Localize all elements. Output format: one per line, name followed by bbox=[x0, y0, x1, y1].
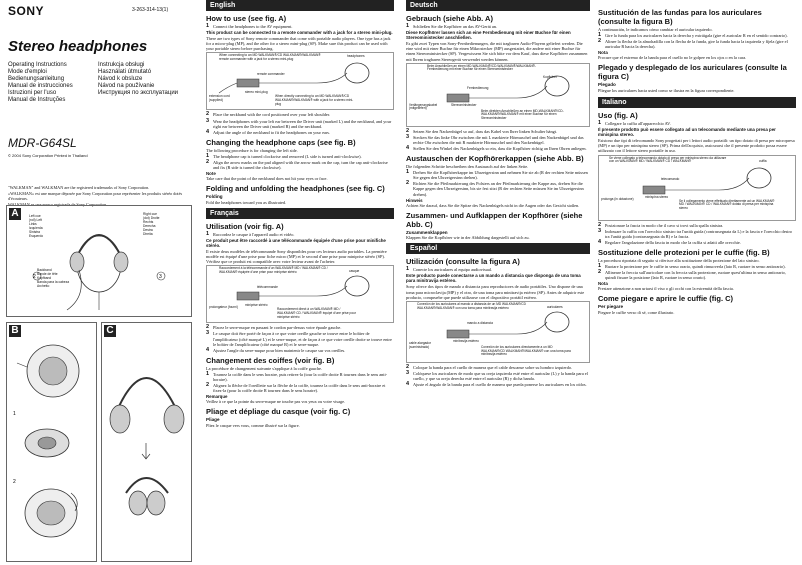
step bbox=[598, 39, 796, 49]
bold-paragraph: This product can be connected to a remote commander with a jack for a stereo mini-plug. bbox=[206, 30, 393, 36]
section-heading: Changement des coiffes (voir fig. B) bbox=[206, 355, 335, 365]
section-heading: Come piegare e aprire le cuffie (fig. C) bbox=[598, 294, 734, 304]
bold-paragraph: Il presente prodotto può essere collegato ad un telecomando mediante una presa per minispina stereo. bbox=[598, 127, 776, 138]
product-title: Stereo headphones bbox=[8, 38, 148, 55]
headphones-label: casque bbox=[349, 269, 360, 274]
note-heading: Nota bbox=[598, 281, 608, 287]
step-number: 4 bbox=[406, 144, 410, 151]
section-heading: Zusammen- und Aufklappen der Kopfhörer (siehe Abb. C) bbox=[406, 210, 583, 229]
cover-column bbox=[2, 0, 194, 565]
step bbox=[406, 129, 590, 134]
sub-heading: Per piegare bbox=[598, 304, 624, 310]
connection-diagram bbox=[406, 63, 590, 127]
section-heading: Gebrauch (siehe Abb. A) bbox=[406, 14, 493, 23]
step-number: 1 bbox=[598, 32, 602, 39]
section-heading: Sostituzione delle protezioni per le cuffie (fig. B) bbox=[598, 247, 770, 257]
step bbox=[206, 24, 394, 29]
paragraph: There are two types of Sony remote commander that come with portable audio players. One type has a jack for a micro-plug (MP), and the other for a stereo mini-plug (SP). Make sure this product can be used with your portable stereo before purchasing. bbox=[206, 36, 391, 52]
step bbox=[406, 371, 590, 381]
step-text: Connect the headphones to the AV equipment. bbox=[213, 24, 293, 29]
headphones-label: cuffia bbox=[759, 158, 767, 163]
step bbox=[598, 223, 796, 228]
step bbox=[406, 267, 590, 272]
paragraph: Veillez à ce que la pointe du serre-nuque ne touche pas vos yeux ou votre visage. bbox=[206, 399, 346, 405]
step-text: Regolare l'angolazione della fascia in modo che la cuffia si adatti alle orecchie. bbox=[605, 239, 741, 245]
manual-list-right bbox=[98, 62, 193, 97]
step-text: Le casque doit être porté de façon à ce que votre oreille gauche se trouve entre le boîtier de l'amplificateur (côté marqué L) et le serre-nuque, et de façon à ce que votre oreille droite se trouve entre le boîtier de l'amplificateur (côté marqué R) et le serre-nuque. bbox=[213, 331, 392, 347]
direct-caption: Raccordement direct à un WALKMAN® MD / WALKMAN® CD / WALKMAN® équipé d'une prise pour miniprise stéréo bbox=[277, 307, 356, 319]
paragraph: The following procedure is for changing the left side. bbox=[206, 147, 298, 153]
plug-label: miniprise stéréo bbox=[245, 303, 268, 308]
paragraph: Fold the headphones toward you as illustrated. bbox=[206, 199, 287, 205]
paragraph: Il existe deux modèles de télécommande Sony disponibles pour ces lecteurs audio portables. La première modèle est équipé d'une prise pour fiche micro (MP) et le second d'une prise pour miniprise stéréo (SP). Vérifiez que ce produit est compatible avec votre lecteur avant de l'acheter. bbox=[206, 249, 387, 265]
language-header-german: Deutsch bbox=[406, 0, 590, 11]
right-cue-label: Right cue (dot) Droite Rechts Derecha Destra Direita bbox=[143, 212, 160, 236]
sub-heading: Pliage bbox=[206, 417, 220, 423]
section-heading: Changing the headphone caps (see fig. B) bbox=[206, 137, 356, 147]
note-heading: Nota bbox=[598, 50, 608, 56]
section-heading: Uso (fig. A) bbox=[598, 110, 638, 120]
step-number: 1 bbox=[406, 169, 410, 176]
paragraph: Die folgenden Schritte beschreiben den Austausch auf der linken Seite. bbox=[406, 164, 529, 170]
manual-title: Manual de instrucciones bbox=[8, 83, 73, 89]
svg-text:1: 1 bbox=[13, 411, 16, 417]
section-heading: Utilización (consulte la figura A) bbox=[406, 257, 520, 267]
figure-c bbox=[101, 322, 192, 562]
step-text: Adjust the angle of the neckband to fit the headphones on your ears. bbox=[213, 129, 331, 135]
step-number: 2 bbox=[206, 324, 210, 331]
step-text: The headphone cap is turned clockwise and removed (L side is turned anti-clockwise). bbox=[213, 153, 362, 159]
backband-label: Backband Bande de tête Kopfband Banda para la cabeza Archetto bbox=[37, 268, 70, 288]
plug-label: stereo mini-plug bbox=[245, 90, 268, 95]
manual-title: Mode d'emploi bbox=[8, 69, 47, 75]
step bbox=[598, 121, 796, 126]
step-text: Colóquese los auriculares de modo que su oreja izquierda esté entre el auricular (L) y la banda para el cuello, y que su oreja derecha esté entre el auricular (R) y dicha banda. bbox=[413, 370, 588, 381]
trademark-note: WALKMAN es una marca registrada de Sony Corporation. bbox=[8, 202, 108, 207]
step-number: 2 bbox=[206, 382, 210, 389]
step bbox=[406, 24, 590, 29]
step-number: 1 bbox=[206, 23, 210, 29]
step-number: 1 bbox=[206, 370, 210, 377]
step-number: 1 bbox=[406, 266, 410, 273]
step bbox=[598, 240, 796, 245]
step-text: Wear the headphones with your left ear between the Driver unit (marked L) and the neckband, and your right ear between the Driver unit (marked R) and the neckband. bbox=[213, 118, 392, 129]
svg-text:3: 3 bbox=[159, 274, 162, 280]
brand-logo: SONY bbox=[8, 4, 45, 18]
paragraph: Procure que el extremo de la banda para el cuello no le golpee en los ojos o en la cara. bbox=[598, 55, 747, 61]
extension-label: extension cord (supplied) bbox=[209, 94, 230, 103]
headphones-label: auriculares bbox=[547, 304, 563, 309]
step-number: 3 bbox=[206, 117, 210, 124]
section-heading: Austauschen der Kopfhörerkappen (siehe Abb. B) bbox=[406, 154, 584, 164]
german-spanish-column bbox=[404, 0, 592, 565]
step bbox=[406, 135, 590, 145]
step-number: 2 bbox=[598, 269, 602, 276]
step-number: 4 bbox=[598, 238, 602, 245]
manual-title: Operating Instructions bbox=[8, 62, 67, 68]
step-text: Gire la funda para los auriculares hacia la derecha y extráigala (gire el auricular R en el sentido contrario). bbox=[605, 33, 788, 39]
step bbox=[206, 372, 394, 382]
step-text: Ajuste el ángulo de la banda para el cuello de manera que pueda ponerse los auriculares en los oídos. bbox=[413, 382, 587, 388]
manual-title: Bedienungsanleitung bbox=[8, 76, 65, 82]
step-number: 3 bbox=[206, 330, 210, 337]
step-number: 3 bbox=[406, 133, 410, 140]
step-text: Conecte los auriculares al equipo audiovisual. bbox=[413, 267, 492, 273]
diagram-caption: Conexión de los auriculares al mando a distancia de un MD WALKMAN®/CD WALKMAN®/WALKMAN® con una toma para minitravija estéreo bbox=[417, 301, 526, 310]
svg-text:2: 2 bbox=[13, 479, 16, 485]
step-number: 4 bbox=[206, 128, 210, 135]
figure-c-tag: C bbox=[104, 325, 116, 337]
manual-title: Инструкция по эксплуатации bbox=[98, 90, 179, 96]
headphones-label: headphones bbox=[347, 54, 365, 59]
manual-title: Istruzioni per l'uso bbox=[8, 90, 57, 96]
note-heading: Remarque bbox=[206, 394, 228, 400]
section-heading: Sustitución de las fundas para los auriculares (consulte la figura B) bbox=[598, 8, 762, 26]
direct-caption: Se il collegamento viene effettuato direttamente ad un WALKMAN® MD / WALKMAN® CD / WALKMAN® dotato di presa per minispina stereo bbox=[679, 198, 775, 211]
remote-label: mando a distancia bbox=[467, 320, 493, 325]
step-text: Placez le serre-nuque en passant le cordon par-dessus votre épaule gauche. bbox=[213, 325, 342, 331]
figure-b-tag: B bbox=[9, 325, 21, 337]
step-number: 3 bbox=[406, 369, 410, 376]
remote-label: Fernbedienung bbox=[467, 85, 489, 90]
diagram-caption: When connecting to an MD WALKMAN®/CD WALKMAN®/WALKMAN® remote commander with a jack for a stereo mini-plug bbox=[219, 53, 321, 62]
step bbox=[406, 382, 590, 387]
step-text: Raccordez le casque à l'appareil audio et vidéo. bbox=[213, 231, 295, 237]
remote-label: remote commander bbox=[257, 72, 285, 77]
step bbox=[598, 264, 796, 269]
connection-diagram bbox=[206, 52, 394, 110]
diagram-caption: Beim Anschließen an einen MD-WALKMAN®/CD-WALKMAN®/WALKMAN®-Fernbedienung mit einer Buchse für einen Stereoministecker bbox=[427, 63, 537, 72]
part-number: 3-263-314-13(1) bbox=[132, 7, 169, 13]
connection-diagram bbox=[206, 265, 394, 323]
paragraph: Es gibt zwei Typen von Sony-Fernbedienungen, die mit tragbaren Audio-Playern geliefert werden. Die eine wird mit einer Buchse für einen Mikrostecker (MP) ausgestattet, die andere mit einer Buchse für einen Stereoministecker (SP). Vergewissern Sie sich bitte vor dem Kauf, dass diese Kopfhörer zusammen mit Ihrem tragbaren Stereogerät verwendet werden können. bbox=[406, 41, 588, 62]
extension-label: Verlängerungskabel (mitgeliefert) bbox=[409, 102, 438, 111]
step bbox=[406, 146, 590, 151]
sub-heading: Zusammenklappen bbox=[406, 229, 448, 235]
headphones-label: Kopfhörer bbox=[543, 74, 557, 79]
step bbox=[598, 270, 796, 280]
manual-title: Návod k obsluze bbox=[98, 76, 143, 82]
step-number: 4 bbox=[406, 381, 410, 388]
step bbox=[406, 181, 590, 196]
step-text: Align the arrow marks on the pad aligned with the arrow mark on the cap, turn the cap anti-clockwise and fix (R side is turned the clockwise). bbox=[213, 160, 388, 171]
step-text: Indossare la cuffia con l'orecchio sinistro tra l'unità guida (contrassegnata da L) e la fascia e l'orecchio destro tra l'unità guida (contrassegnata da R) e la fascia. bbox=[605, 228, 793, 239]
extension-label: prolunga (in dotazione) bbox=[601, 196, 634, 201]
step bbox=[206, 154, 394, 159]
extension-label: prolongateur (fourni) bbox=[209, 305, 238, 310]
language-header-french: Français bbox=[206, 208, 394, 219]
step-number: 2 bbox=[406, 180, 410, 187]
trademark-note: "WALKMAN" and WALKMAN are the registered trademarks of Sony Corporation. bbox=[8, 185, 150, 190]
folding-illustration bbox=[102, 323, 191, 561]
plug-label: minispina stereo bbox=[645, 194, 669, 199]
step-number: 2 bbox=[406, 363, 410, 370]
spanish-italian-column bbox=[596, 0, 798, 565]
diagram-caption: Raccordement à la télécommande d'un WALKMAN® MD / WALKMAN® CD / WALKMAN® équipée d'une prise pour miniprise stéréo bbox=[219, 266, 328, 275]
left-cue-label: Left cue (roll) Left Links Izquierda Sinistra Esquerdo bbox=[29, 214, 44, 238]
sub-heading: Folding bbox=[206, 194, 223, 200]
step-number: 2 bbox=[598, 221, 602, 228]
cap-change-illustration bbox=[7, 323, 96, 561]
connection-diagram bbox=[598, 155, 796, 221]
step-text: Ruotare la protezione per le cuffie in senso orario, quindi rimuoverla (lato R, ruotare in senso antiorario). bbox=[605, 264, 786, 269]
step-text: Posizionare la fascia in modo che il cavo si trovi sulla spalla sinistra. bbox=[605, 222, 724, 228]
step-text: Place the neckband with the cord positioned over your left shoulder. bbox=[213, 112, 331, 118]
note-heading: Hinweis bbox=[406, 197, 423, 203]
section-heading: Plegado y desplegado de los auriculares (consulte la figura C) bbox=[598, 63, 787, 82]
bold-paragraph: Ce produit peut être raccordé à une télécommande équipée d'une prise pour minifiche stéréo. bbox=[206, 237, 386, 248]
step-text: Collegare la cuffia all'apparecchio AV. bbox=[605, 120, 671, 126]
plug-label: minitravija estéreo bbox=[453, 338, 479, 343]
remote-label: telecomando bbox=[661, 176, 680, 181]
step-number: 1 bbox=[598, 119, 602, 126]
paragraph: Prestare attenzione a non urtarsi il viso o gli occhi con la estremità della fascia. bbox=[598, 286, 734, 292]
figure-a-tag: A bbox=[9, 208, 21, 220]
extension-label: cable alargador (suministrado) bbox=[409, 340, 431, 349]
manual-title: Návod na používanie bbox=[98, 83, 155, 89]
paragraph: Sony ofrece dos tipos de mando a distancia para reproductores de audio portátiles. Uno dispone de una toma para microclavija (MP) y el otro, de una toma para minitravija estéreo (SP). Antes de adquirir este producto, compruebe que puede utilizarse con el dispositivo portátil estéreo. bbox=[406, 284, 585, 300]
step bbox=[598, 33, 796, 38]
connection-diagram bbox=[406, 301, 590, 363]
plug-label: Stereoministecker bbox=[451, 102, 477, 107]
bold-paragraph: Este producto puede conectarse a un mando a distancia que disponga de una toma para minitravija estéreo. bbox=[406, 273, 581, 284]
step-number: 3 bbox=[598, 227, 602, 234]
paragraph: Esistono due tipi di telecomando Sony progettati per i lettori audio portatili: un tipo dotato di presa per micropresa (MP) e un tipo per minispina stereo (SP). Prima dell'acquisto, assicurarsi che il presente prodotto possa essere utilizzato con il lettore stereo portatile in uso. bbox=[598, 138, 795, 154]
step-number: 4 bbox=[206, 346, 210, 353]
step bbox=[206, 130, 394, 135]
step-text: Allineare la freccia sull'auricolare con la freccia sulla protezione, ruotare quest'ultima in senso antiorario, quindi fissare la posizione (lato R, ruotare in senso orario). bbox=[605, 270, 786, 281]
step-number: 1 bbox=[598, 263, 602, 269]
step-number: 2 bbox=[406, 127, 410, 134]
manual-title: Manual de Instruções bbox=[8, 97, 66, 103]
step bbox=[206, 160, 394, 170]
bold-paragraph: Diese Kopfhörer lassen sich an eine Fernbedienung mit einer Buchse für einen Stereoministecker anschließen. bbox=[406, 30, 571, 41]
step bbox=[206, 325, 394, 330]
paragraph: Piegare le cuffie verso di sé, come illustrato. bbox=[598, 309, 675, 315]
step-text: Coloque la banda para el cuello de manera que el cable descanse sobre su hombro izquierdo. bbox=[413, 364, 573, 370]
paragraph: Achten Sie darauf, dass Sie die Spitze des Nackenbügels nicht in die Augen oder das Gesicht stoßen. bbox=[406, 202, 580, 208]
step-text: Stecken Sie das linke Ohr zwischen die mit L markierte Hörmuschel und den Nackenbügel und das rechte Ohr zwischen die mit R markierte Hörmuschel und den Nackenbügel. bbox=[413, 134, 584, 145]
step-text: Tournez la coiffe dans le sens horaire, puis retirez-la (tour la coiffe droite R tournez dans le sens anti-horaire). bbox=[213, 371, 388, 383]
diagram-caption: Se viene collegato a telecomando dotato di presa per minispina stereo da utilizzare con un WALKMAN® MD / WALKMAN® CD / WALKMAN® bbox=[609, 155, 727, 164]
trademark-note: «WALKMAN» est une marque déposée par Sony Corporation pour représenter les produits stéréo dotés d'écouteurs. bbox=[8, 191, 183, 201]
step bbox=[206, 112, 394, 117]
sub-heading: Plegado bbox=[598, 82, 616, 88]
step-text: Drehen Sie die Kopfhörerkappe im Uhrzeigersinn und nehmen Sie sie ab (R der rechten Seite müssen Sie gegen den Uhrzeigersinn drehen). bbox=[413, 170, 588, 181]
manual-list-left bbox=[8, 62, 98, 104]
paragraph: Take care that the point of the neckband does not hit your eyes or face. bbox=[206, 176, 328, 182]
paragraph: La procedura riportata di seguito si riferisce alla sostituzione della protezione del lato sinistro. bbox=[598, 257, 760, 263]
step-number: 1 bbox=[406, 23, 410, 29]
step-number: 1 bbox=[206, 152, 210, 159]
step-number: 1 bbox=[206, 230, 210, 237]
paragraph: Pliez le casque vers vous, comme illustré sur la figure. bbox=[206, 422, 300, 428]
manual-title: Használati útmutató bbox=[98, 69, 152, 75]
step-text: Ajustez l'angle du serre-nuque pour bien maintenir le casque sur vos oreilles. bbox=[213, 347, 346, 353]
step bbox=[206, 232, 394, 237]
figure-a bbox=[6, 205, 192, 317]
step bbox=[206, 119, 394, 129]
paragraph: Pliegue los auriculares hacia usted como se ilustra en la figura correspondiente. bbox=[598, 87, 735, 93]
language-header-italian: Italiano bbox=[598, 97, 796, 108]
step-text: Alignez la flèche de l'oreillette sur la flèche de la coiffe, tournez la coiffe dans le sens anti-horaire et fixez-la (pour la coiffe droite R tournez dans le sens horaire). bbox=[213, 383, 386, 394]
step bbox=[598, 229, 796, 239]
direct-caption: Conexión de los auriculares directamente a un MD WALKMAN®/CD WALKMAN®/WALKMAN® con una toma para minitravija estéreo bbox=[481, 344, 571, 357]
manual-title: Instrukcja obsługi bbox=[98, 62, 145, 68]
direct-caption: When directly connecting to an MD WALKMAN®/CD WALKMAN®/WALKMAN® with a jack for a stereo mini-plug bbox=[275, 94, 354, 107]
step bbox=[206, 331, 394, 346]
step-text: Stellen Sie den Winkel des Nackenbügels so ein, dass die Kopfhörer richtig an Ihren Ohren anliegen. bbox=[413, 145, 587, 151]
step-number: 2 bbox=[206, 159, 210, 166]
step bbox=[406, 365, 590, 370]
paragraph: Klappen Sie die Kopfhörer wie in der Abbildung dargestellt auf sich zu. bbox=[406, 235, 530, 241]
step-text: Richten Sie die Pfeilmarkierung des Polsters an der Pfeilmarkierung der Kappe aus, drehen Sie die Kappe gegen den Uhrzeigersinn, bis sie fest sitzt (R der rechten Seite müssen Sie im Uhrzeigersinn drehen). bbox=[413, 181, 584, 197]
direct-caption: Beim direkten Anschließen an einen MD-WALKMAN®/CD-WALKMAN®/WALKMAN® mit einer Buchse für einen Stereoministecker bbox=[481, 108, 564, 121]
remote-label: télécommande bbox=[257, 285, 278, 290]
model-number: MDR-G64SL bbox=[8, 136, 77, 150]
svg-text:2: 2 bbox=[33, 274, 36, 280]
english-french-column bbox=[204, 0, 396, 565]
step-text: Alinee la flecha de la almohadilla con la flecha de la funda, gire la funda hacia la izquierda y fíjela (gire el auricular R hacia la derecha). bbox=[605, 39, 788, 50]
section-heading: Pliage et dépliage du casque (voir fig. C) bbox=[206, 407, 351, 417]
step bbox=[206, 383, 394, 393]
step-text: Schließen Sie die Kopfhörer an das AV-Gerät an. bbox=[413, 24, 498, 29]
step-text: Setzen Sie den Nackenbügel so auf, dass das Kabel von Ihrer linken Schulter hängt. bbox=[413, 128, 558, 134]
copyright: © 2004 Sony Corporation Printed in Thailand bbox=[8, 153, 88, 158]
paragraph: La procédure de changement suivante s'applique à la coiffe gauche. bbox=[206, 365, 322, 371]
figure-b bbox=[6, 322, 97, 562]
section-heading: How to use (see fig. A) bbox=[206, 14, 287, 23]
section-heading: Folding and unfolding the headphones (see fig. C) bbox=[206, 184, 385, 194]
paragraph: A continuación, le indicamos cómo cambiar el auricular izquierdo. bbox=[598, 27, 713, 32]
step bbox=[206, 348, 394, 353]
step-number: 2 bbox=[206, 111, 210, 118]
step-number: 2 bbox=[598, 38, 602, 45]
note-heading: Note bbox=[206, 171, 216, 177]
language-header-english: English bbox=[206, 0, 394, 11]
language-header-spanish: Español bbox=[406, 243, 590, 254]
step bbox=[406, 170, 590, 180]
section-heading: Utilisation (voir fig. A) bbox=[206, 221, 284, 231]
